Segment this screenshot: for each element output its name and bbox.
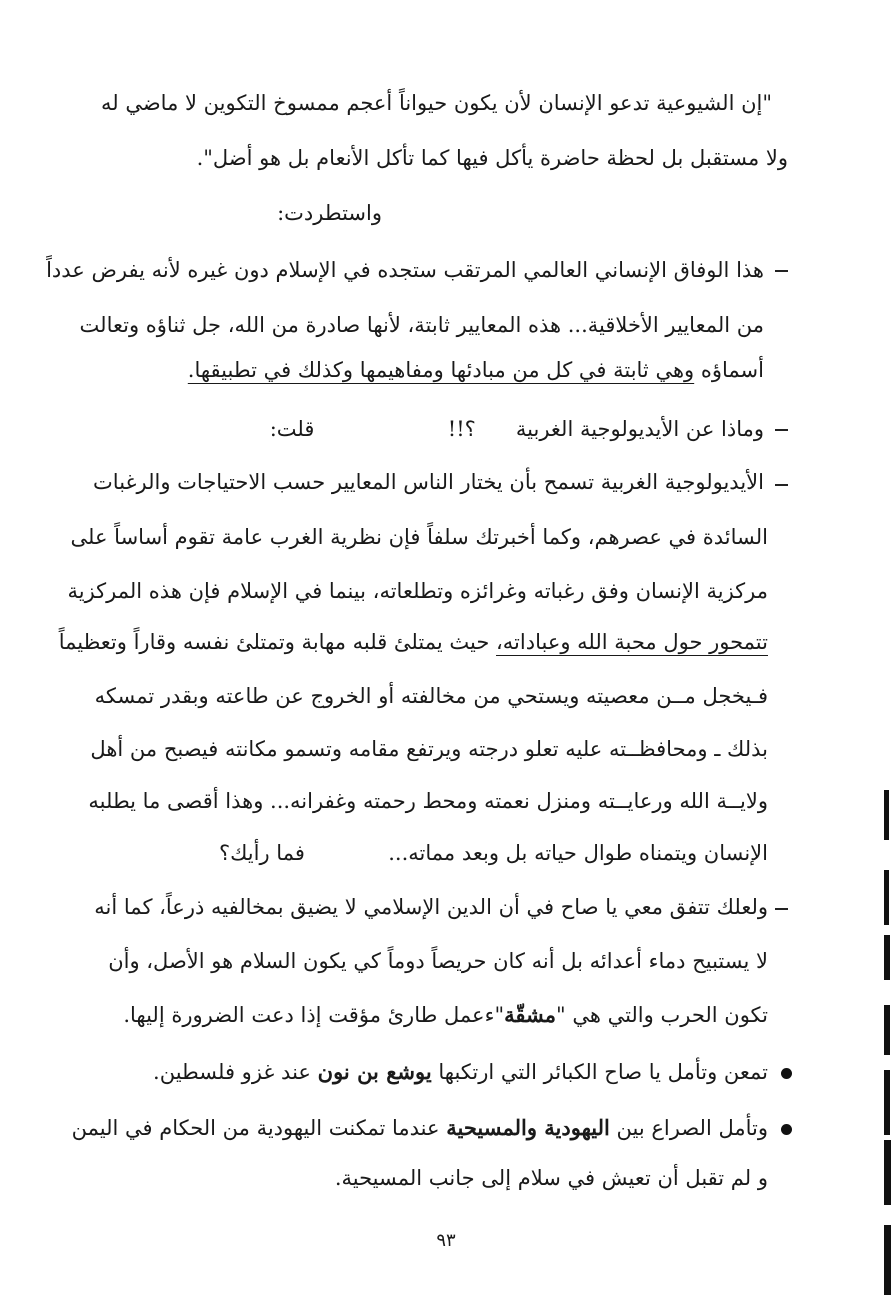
para2-line-1: الأيديولوجية الغربية تسمح بأن يختار الناس المعايير حسب الاحتياجات والرغبات — [93, 470, 764, 494]
para3-line-1: ولعلك تتفق معي يا صاح في أن الدين الإسلامي لا يضيق بمخالفيه ذرعاً، كما أنه — [94, 895, 768, 919]
para2-line-4 — [58, 627, 768, 657]
para2-line-6: بذلك ـ ومحافظــته عليه تعلو درجته ويرتفع مقامه وتسمو مكانته فيصبح من أهل — [90, 737, 768, 761]
para1-line-3-underlined: وهي ثابتة في كل من مبادئها ومفاهيمها وكذلك في تطبيقها. — [187, 358, 695, 382]
para3-line-3-start: تكون الحرب والتي هي " — [555, 1003, 768, 1027]
page-number: ٩٣ — [436, 1230, 456, 1251]
bullet2-start: وتأمل الصراع بين — [616, 1116, 768, 1140]
para1-line-2: من المعايير الأخلاقية... هذه المعايير ثابتة، لأنها صادرة من الله، جل ثناؤه وتعالت — [79, 313, 764, 337]
para2-line-5: فـيخجل مــن معصيته ويستحي من مخالفته أو الخروج عن طاعته وبقدر تمسكه — [94, 684, 768, 708]
bullet1-end: عند غزو فلسطين. — [153, 1060, 311, 1084]
question-text: وماذا عن الأيديولوجية الغربية — [515, 417, 764, 441]
para2-line-3: مركزية الإنسان وفق رغباته وغرائزه وتطلعاته، بينما في الإسلام فإن هذه المركزية — [67, 579, 768, 603]
bullet2-bold: اليهودية والمسيحية — [446, 1115, 610, 1140]
scan-edge-mark — [884, 790, 889, 840]
para1-line-1: هذا الوفاق الإنساني العالمي المرتقب ستجده في الإسلام دون غيره لأنه يفرض عدداً — [46, 258, 764, 282]
para2-line-4-rest: حيث يمتلئ قلبه مهابة وتمتلئ نفسه وقاراً وتعظيماً — [58, 630, 490, 654]
para2-line-4-underlined: تتمحور حول محبة الله وعباداته، — [496, 630, 768, 654]
quote-line-1: "إن الشيوعية تدعو الإنسان لأن يكون حيواناً أعجم ممسوخ التكوين لا ماضي له — [101, 91, 772, 115]
said-label: قلت: — [269, 417, 315, 441]
para3-line-3-bold: مشقّة — [504, 1002, 556, 1027]
para3-line-3-end: "ءعمل طارئ مؤقت إذا دعت الضرورة إليها. — [123, 1003, 505, 1027]
para1-line-3-plain: أسماؤه — [700, 358, 764, 382]
scan-edge-mark — [884, 1140, 891, 1205]
para2-line-8-question: فما رأيك؟ — [218, 841, 305, 865]
dash-marker — [775, 484, 788, 486]
para1-line-3 — [124, 355, 764, 385]
para2-line-8-text: الإنسان ويتمناه طوال حياته بل وبعد مماته... — [388, 841, 768, 865]
para3-line-3 — [124, 1000, 768, 1030]
bullet2-line-2: و لم تقبل أن تعيش في سلام إلى جانب المسيحية. — [334, 1166, 768, 1190]
bullet2-end: عندما تمكنت اليهودية من الحكام في اليمن — [71, 1116, 440, 1140]
dash-marker — [775, 429, 788, 431]
dash-marker — [775, 908, 788, 910]
dash-marker — [775, 270, 788, 272]
bullet-icon — [781, 1068, 792, 1079]
para3-line-2: لا يستبيح دماء أعدائه بل أنه كان حريصاً دوماً كي يكون السلام هو الأصل، وأن — [108, 949, 768, 973]
bullet1-line — [124, 1057, 768, 1087]
question-marks: ؟!! — [447, 417, 476, 441]
bullet1-bold: يوشع بن نون — [317, 1059, 432, 1084]
scan-edge-mark — [884, 870, 889, 925]
continued-label: واستطردت: — [277, 201, 382, 225]
scan-edge-mark — [884, 935, 890, 980]
quote-line-2: ولا مستقبل بل لحظة حاضرة يأكل فيها كما تأكل الأنعام بل هو أضل". — [196, 146, 788, 170]
bullet2-line-1 — [71, 1113, 768, 1143]
para2-line-8 — [124, 838, 768, 868]
scan-edge-mark — [884, 1005, 890, 1055]
scan-edge-mark — [884, 1070, 890, 1135]
bullet-icon — [781, 1124, 792, 1135]
bullet1-start: تمعن وتأمل يا صاح الكبائر التي ارتكبها — [438, 1060, 768, 1084]
para2-line-2: السائدة في عصرهم، وكما أخبرتك سلفاً فإن نظرية الغرب عامة تقوم أساساً على — [70, 525, 768, 549]
para2-line-7: ولايــة الله ورعايــته ومنزل نعمته ومحط رحمته وغفرانه... وهذا أقصى ما يطلبه — [88, 789, 768, 813]
question-line — [124, 414, 764, 444]
scan-edge-mark — [884, 1225, 891, 1295]
